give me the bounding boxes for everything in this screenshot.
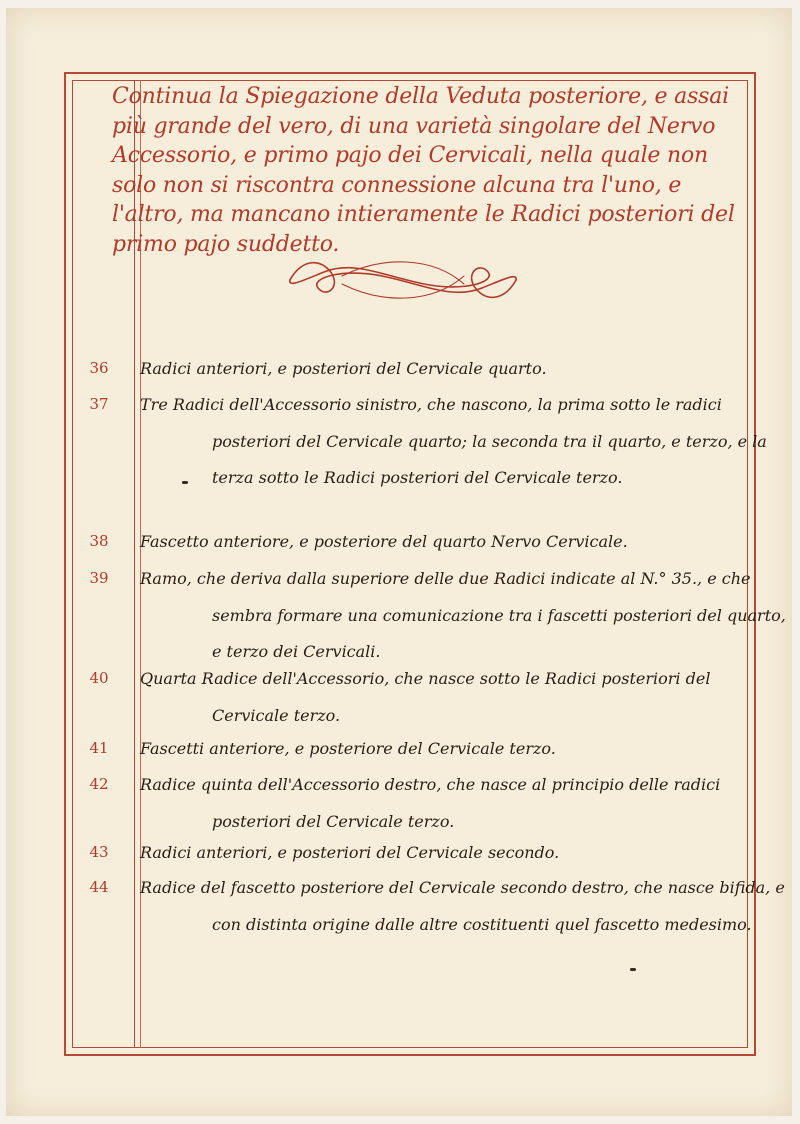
entry-text: Tre Radici dell'Accessorio sinistro, che nascono, la prima sotto le radici posteriori del Cervicale quarto; la seconda tra il quarto, e terzo, e la terza sotto le Radici posteriori del Cervicale terzo. bbox=[140, 395, 767, 488]
entry-text: Radici anteriori, e posteriori del Cervicale quarto. bbox=[140, 359, 547, 378]
entry-text: Fascetto anteriore, e posteriore del quarto Nervo Cervicale. bbox=[140, 532, 628, 551]
entry-text: Radice del fascetto posteriore del Cervicale secondo destro, che nasce bifida, e con distinta origine dalle altre costituenti quel fascetto medesimo. bbox=[140, 878, 785, 934]
entry-text: Quarta Radice dell'Accessorio, che nasce sotto le Radici posteriori del Cervicale terzo. bbox=[140, 669, 711, 725]
entry-text: Radici anteriori, e posteriori del Cervicale secondo. bbox=[140, 843, 560, 862]
entry-text: Ramo, che deriva dalla superiore delle due Radici indicate al N.° 35., e che sembra formare una comunicazione tra i fascetti posteriori del quarto, e terzo dei Cervicali. bbox=[140, 569, 786, 662]
entry-number: 43 bbox=[89, 843, 109, 861]
page-heading: Continua la Spiegazione della Veduta posteriore, e assai più grande del vero, di una varietà singolare del Nervo Accessorio, e primo pajo dei Cervicali, nella quale non solo non si riscontra connessione alcuna tra l'uno, e l'altro, ma mancano intieramente le Radici posteriori del primo pajo suddetto. bbox=[112, 84, 735, 257]
ink-speck bbox=[630, 968, 636, 971]
calligraphic-flourish bbox=[282, 254, 524, 306]
entry-text: Fascetti anteriore, e posteriore del Cervicale terzo. bbox=[140, 739, 556, 758]
entry-number: 37 bbox=[89, 395, 109, 413]
entry-number: 38 bbox=[89, 532, 109, 550]
entry-number: 41 bbox=[89, 739, 109, 757]
entry-number: 42 bbox=[89, 775, 109, 793]
entry-number: 39 bbox=[89, 569, 109, 587]
entry-text: Radice quinta dell'Accessorio destro, che nasce al principio delle radici posteriori del Cervicale terzo. bbox=[140, 775, 721, 831]
ink-speck bbox=[182, 481, 188, 484]
entry-number: 36 bbox=[89, 359, 109, 377]
entry-number: 44 bbox=[89, 878, 109, 896]
entry-number: 40 bbox=[89, 669, 109, 687]
